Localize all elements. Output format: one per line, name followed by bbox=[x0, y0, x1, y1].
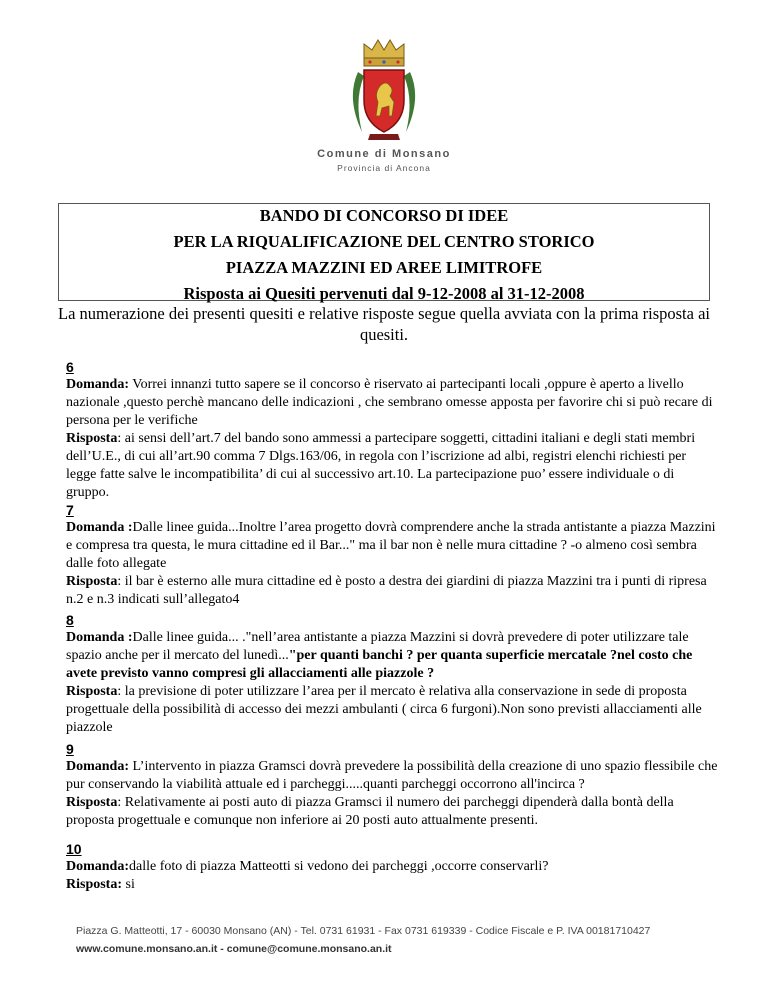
question-block bbox=[66, 376, 718, 502]
answer-text: : Relativamente ai posti auto di piazza Gramsci il numero dei parcheggi dipenderà dalla bontà della proposta progettuale e comunque non inferiore ai 20 posti auto attualmente presenti. bbox=[66, 795, 674, 828]
footer-address: Piazza G. Matteotti, 17 - 60030 Monsano (AN) - Tel. 0731 61931 - Fax 0731 619339 - Codice Fiscale e P. IVA 00181710427 bbox=[76, 925, 651, 937]
question-block bbox=[66, 629, 718, 737]
answer-text: : ai sensi dell’art.7 del bando sono ammessi a partecipare soggetti, cittadini italiani e degli stati membri dell’U.E., di cui all’art.90 comma 7 Dlgs.163/06, in regola con l’iscrizione ad albi, registri elenchi richiesti per legge fatte salve le incompatibilita’ di cui al successivo art.10. La partecipazione puo’ essere individuale o di gruppo. bbox=[66, 431, 696, 500]
question-block bbox=[66, 519, 718, 609]
laurel-right-icon bbox=[404, 72, 415, 132]
town-name: Comune di Monsano bbox=[317, 148, 451, 160]
footer-web-email[interactable]: www.comune.monsano.an.it - comune@comune.monsano.an.it bbox=[76, 943, 392, 955]
question-text: L’intervento in piazza Gramsci dovrà prevedere la possibilità della creazione di uno spazio flessibile che pur conservando la viabilità attuale ed i parcheggi.....quanti parcheggi occorrono all'incirca ? bbox=[66, 759, 718, 792]
question-label: Domanda: bbox=[66, 759, 130, 774]
answer-text: : il bar è esterno alle mura cittadine ed è posto a destra dei giardini di piazza Mazzini tra i punti di ripresa n.2 e n.3 indicati sull’allegato4 bbox=[66, 574, 707, 607]
coat-of-arms-icon bbox=[340, 38, 428, 142]
question-label: Domanda: bbox=[66, 859, 130, 874]
answer-label: Risposta bbox=[66, 574, 118, 589]
question-label: Domanda : bbox=[66, 520, 133, 535]
intro-text: La numerazione dei presenti quesiti e relative risposte segue quella avviata con la prima risposta ai quesiti. bbox=[58, 304, 710, 344]
question-number: 8 bbox=[66, 612, 74, 628]
question-number: 10 bbox=[66, 841, 82, 857]
question-text: dalle foto di piazza Matteotti si vedono dei parcheggi ,occorre conservarli? bbox=[129, 859, 549, 874]
crown-icon bbox=[364, 40, 404, 66]
question-emphasis: "per quanti banchi ? per quanta superficie mercatale ?nel costo che avete previsto vanno compresi gli allacciamenti alle piazzole ? bbox=[66, 648, 693, 681]
question-block bbox=[66, 858, 718, 894]
question-number: 6 bbox=[66, 359, 74, 375]
title-line-1: BANDO DI CONCORSO DI IDEE bbox=[259, 206, 509, 225]
laurel-left-icon bbox=[353, 72, 364, 132]
question-text: Dalle linee guida...Inoltre l’area progetto dovrà comprendere anche la strada antistante a piazza Mazzini e compresa tra questa, le mura cittadine ed il Bar..." ma il bar non è nelle mura cittadine ? -o almeno così sembra dalle foto allegate bbox=[66, 520, 716, 571]
province-name: Provincia di Ancona bbox=[337, 163, 431, 173]
title-line-3: PIAZZA MAZZINI ED AREE LIMITROFE bbox=[225, 258, 543, 277]
question-text: Dalle linee guida... ."nell’area antistante a piazza Mazzini si dovrà prevedere di poter utilizzare tale spazio anche per il mercato del lunedì... bbox=[66, 630, 689, 663]
answer-label: Risposta bbox=[66, 684, 118, 699]
answer-label: Risposta bbox=[66, 795, 118, 810]
question-text: Vorrei innanzi tutto sapere se il concorso è riservato ai partecipanti locali ,oppure è aperto a livello nazionale ,questo perchè mancano delle indicazioni , che sembrano omesse apposta per favorire chi si può recare di persona per le verifiche bbox=[66, 377, 713, 428]
answer-text: : la previsione di poter utilizzare l’area per il mercato è relativa alla conservazione in sede di proposta progettuale della possibilità di accesso dei mezzi ambulanti ( circa 6 furgoni).Non sono previsti allacciamenti alle piazzole bbox=[66, 684, 702, 735]
answer-text: si bbox=[122, 877, 135, 892]
title-line-4: Risposta ai Quesiti pervenuti dal 9-12-2008 al 31-12-2008 bbox=[183, 284, 585, 303]
title-line-2: PER LA RIQUALIFICAZIONE DEL CENTRO STORICO bbox=[173, 232, 595, 251]
question-block bbox=[66, 758, 718, 830]
answer-label: Risposta: bbox=[66, 877, 123, 892]
answer-label: Risposta bbox=[66, 431, 118, 446]
question-label: Domanda : bbox=[66, 630, 133, 645]
question-label: Domanda: bbox=[66, 377, 130, 392]
question-number: 7 bbox=[66, 502, 74, 518]
question-number: 9 bbox=[66, 741, 74, 757]
